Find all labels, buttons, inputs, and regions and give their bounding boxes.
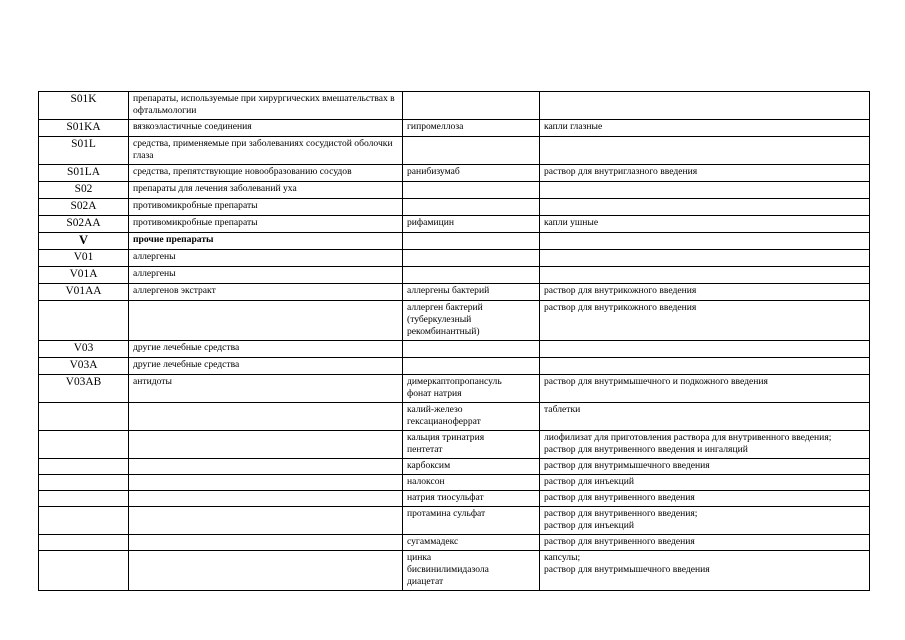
table-row <box>39 182 870 199</box>
drug-name-cell <box>403 182 540 199</box>
drug-name-cell: карбоксим <box>403 459 540 475</box>
atc-code-cell: S01K <box>39 92 129 120</box>
anatomical-therapeutic-group-cell: другие лечебные средства <box>129 358 403 375</box>
atc-code-cell <box>39 507 129 535</box>
drug-name-cell: аллерген бактерий (туберкулезный рекомбинантный) <box>403 301 540 341</box>
dosage-form-cell: раствор для внутримышечного и подкожного введения <box>540 375 870 403</box>
table-row <box>39 137 870 165</box>
anatomical-therapeutic-group-cell <box>129 431 403 459</box>
atc-code-cell: S02AA <box>39 216 129 233</box>
table-row <box>39 375 870 403</box>
drug-name-cell <box>403 233 540 250</box>
drug-name-cell: гипромеллоза <box>403 120 540 137</box>
dosage-form-cell: таблетки <box>540 403 870 431</box>
anatomical-therapeutic-group-cell: другие лечебные средства <box>129 341 403 358</box>
dosage-form-cell <box>540 137 870 165</box>
atc-code-cell <box>39 403 129 431</box>
dosage-form-cell: капли глазные <box>540 120 870 137</box>
drug-name-cell: калий-железо гексацианоферрат <box>403 403 540 431</box>
atc-code-cell: S02A <box>39 199 129 216</box>
anatomical-therapeutic-group-cell: вязкоэластичные соединения <box>129 120 403 137</box>
atc-code-cell <box>39 551 129 591</box>
anatomical-therapeutic-group-cell: антидоты <box>129 375 403 403</box>
dosage-form-cell: раствор для внутрикожного введения <box>540 301 870 341</box>
anatomical-therapeutic-group-cell: аллергены <box>129 250 403 267</box>
table-row <box>39 301 870 341</box>
anatomical-therapeutic-group-cell <box>129 475 403 491</box>
anatomical-therapeutic-group-cell <box>129 535 403 551</box>
anatomical-therapeutic-group-cell <box>129 403 403 431</box>
anatomical-therapeutic-group-cell <box>129 301 403 341</box>
atc-code-cell: V03AB <box>39 375 129 403</box>
dosage-form-cell <box>540 358 870 375</box>
drug-name-cell: ранибизумаб <box>403 165 540 182</box>
atc-code-cell <box>39 491 129 507</box>
anatomical-therapeutic-group-cell: аллергены <box>129 267 403 284</box>
atc-code-cell: V03A <box>39 358 129 375</box>
drug-name-cell: кальция тринатрия пентетат <box>403 431 540 459</box>
anatomical-therapeutic-group-cell: прочие препараты <box>129 233 403 250</box>
table-row <box>39 341 870 358</box>
dosage-form-cell <box>540 250 870 267</box>
anatomical-therapeutic-group-cell: противомикробные препараты <box>129 199 403 216</box>
drug-name-cell: налоксон <box>403 475 540 491</box>
table-row <box>39 491 870 507</box>
table-row <box>39 475 870 491</box>
dosage-form-cell: раствор для инъекций <box>540 475 870 491</box>
drug-name-cell <box>403 199 540 216</box>
dosage-form-cell: раствор для внутримышечного введения <box>540 459 870 475</box>
anatomical-therapeutic-group-cell: средства, применяемые при заболеваниях сосудистой оболочки глаза <box>129 137 403 165</box>
drug-name-cell <box>403 267 540 284</box>
anatomical-therapeutic-group-cell <box>129 491 403 507</box>
drug-name-cell: димеркаптопропансуль фонат натрия <box>403 375 540 403</box>
dosage-form-cell <box>540 341 870 358</box>
table-row <box>39 459 870 475</box>
table-row <box>39 216 870 233</box>
atc-code-cell: V <box>39 233 129 250</box>
table-row <box>39 92 870 120</box>
atc-code-cell: V01A <box>39 267 129 284</box>
atc-code-cell: S01L <box>39 137 129 165</box>
atc-code-cell <box>39 431 129 459</box>
anatomical-therapeutic-group-cell: аллергенов экстракт <box>129 284 403 301</box>
table-row <box>39 431 870 459</box>
atc-code-cell <box>39 535 129 551</box>
anatomical-therapeutic-group-cell: средства, препятствующие новообразованию сосудов <box>129 165 403 182</box>
table-row <box>39 120 870 137</box>
drug-name-cell: цинка бисвинилимидазола диацетат <box>403 551 540 591</box>
dosage-form-cell <box>540 233 870 250</box>
drug-name-cell: сугаммадекс <box>403 535 540 551</box>
table-row <box>39 403 870 431</box>
atc-code-cell <box>39 459 129 475</box>
anatomical-therapeutic-group-cell: противомикробные препараты <box>129 216 403 233</box>
dosage-form-cell: лиофилизат для приготовления раствора для внутривенного введения; раствор для внутривенного введения и ингаляций <box>540 431 870 459</box>
atc-code-cell: V01 <box>39 250 129 267</box>
table-row <box>39 284 870 301</box>
drug-name-cell <box>403 341 540 358</box>
table-row <box>39 199 870 216</box>
drug-name-cell <box>403 358 540 375</box>
drug-name-cell: протамина сульфат <box>403 507 540 535</box>
atc-code-cell <box>39 301 129 341</box>
dosage-form-cell <box>540 92 870 120</box>
anatomical-therapeutic-group-cell <box>129 551 403 591</box>
anatomical-therapeutic-group-cell <box>129 459 403 475</box>
dosage-form-cell: раствор для внутривенного введения; раствор для инъекций <box>540 507 870 535</box>
anatomical-therapeutic-group-cell: препараты для лечения заболеваний уха <box>129 182 403 199</box>
table-row <box>39 551 870 591</box>
drug-name-cell <box>403 137 540 165</box>
anatomical-therapeutic-group-cell: препараты, используемые при хирургических вмешательствах в офтальмологии <box>129 92 403 120</box>
table-row <box>39 165 870 182</box>
dosage-form-cell: раствор для внутрикожного введения <box>540 284 870 301</box>
dosage-form-cell: раствор для внутривенного введения <box>540 535 870 551</box>
table-body <box>39 92 870 591</box>
drug-name-cell: аллергены бактерий <box>403 284 540 301</box>
dosage-form-cell: капли ушные <box>540 216 870 233</box>
dosage-form-cell: раствор для внутриглазного введения <box>540 165 870 182</box>
atc-code-cell: S01KA <box>39 120 129 137</box>
drug-name-cell: натрия тиосульфат <box>403 491 540 507</box>
table-row <box>39 250 870 267</box>
table-row <box>39 535 870 551</box>
dosage-form-cell <box>540 199 870 216</box>
atc-code-cell: S02 <box>39 182 129 199</box>
table-row <box>39 358 870 375</box>
dosage-form-cell <box>540 182 870 199</box>
anatomical-therapeutic-group-cell <box>129 507 403 535</box>
atc-code-cell <box>39 475 129 491</box>
drug-name-cell <box>403 250 540 267</box>
atc-code-cell: V03 <box>39 341 129 358</box>
atc-code-cell: V01AA <box>39 284 129 301</box>
drug-classification-table <box>38 91 870 591</box>
dosage-form-cell: раствор для внутривенного введения <box>540 491 870 507</box>
drug-name-cell: рифамицин <box>403 216 540 233</box>
table-row <box>39 507 870 535</box>
dosage-form-cell <box>540 267 870 284</box>
dosage-form-cell: капсулы; раствор для внутримышечного введения <box>540 551 870 591</box>
table-row <box>39 233 870 250</box>
table-row <box>39 267 870 284</box>
atc-code-cell: S01LA <box>39 165 129 182</box>
drug-name-cell <box>403 92 540 120</box>
